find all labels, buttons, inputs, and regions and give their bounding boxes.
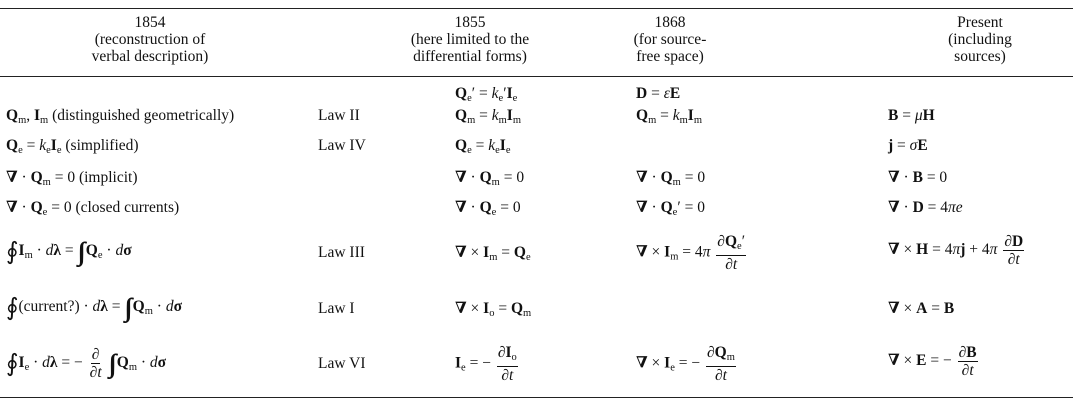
row3-1855: ∇ · $Q_m = 0$ (455, 169, 525, 188)
header-1854: 1854 (reconstruction of verbal description) (91, 14, 209, 65)
row4-present: ∇ · D = 4πe (888, 199, 963, 216)
row7-1868: ∇ × $I_e$ = − $\frac{\partial Q_m}{\partial t}$ (636, 344, 735, 384)
row1-1855: $Q_m = k_mI_m$ (455, 107, 522, 126)
row5-law: Law III (318, 244, 365, 261)
header-1855: 1855 (here limited to the differential forms) (410, 14, 530, 65)
row5-1854: $∮I_m \cdot d\lambda$ = ∫∫ $Q_e \cdot d\sigma$ (6, 237, 132, 266)
row6-law: Law I (318, 300, 355, 317)
row5-present: ∇ × H = 4πj + 4π $\frac{\partial D}{\partial t}$ (888, 233, 1024, 268)
bottom-rule (0, 397, 1073, 398)
row2-law: Law IV (318, 137, 366, 154)
row2-1855: $Q_e = k_eI_e$ (455, 137, 511, 156)
row1-law: Law II (318, 107, 360, 124)
header-present: Present (including sources) (948, 14, 1012, 65)
row7-law: Law VI (318, 355, 366, 372)
row1-1868: $Q_m = k_mI_m$ (636, 107, 703, 126)
top-rule (0, 8, 1073, 9)
row1-1854: $Q_m$, $I_m$ (distinguished geometrically) (6, 107, 235, 126)
row7-1855: $I_e$ = − $\frac{\partial I_o}{\partial t}$ (455, 344, 517, 384)
row5-1855: ∇ × $I_m = Q_e$ (455, 244, 531, 263)
row4-1855: ∇ · $Q_e = 0$ (455, 199, 521, 218)
header-rule (0, 76, 1073, 77)
row0-1868: D = εE (636, 85, 681, 102)
row7-present: ∇ × E = − $\frac{\partial B}{\partial t}$ (888, 344, 977, 379)
row0-1855: $Q_e' = k_e'I_e$ (455, 85, 518, 104)
row4-1854: ∇ · $Q_e = 0$ (closed currents) (6, 199, 180, 218)
row3-1868: ∇ · $Q_m = 0$ (636, 169, 706, 188)
row2-present: j = σE (888, 137, 928, 154)
row3-present: ∇ · B = 0 (888, 169, 948, 186)
header-1868: 1868 (for source- free space) (633, 14, 707, 65)
row4-1868: ∇ · $Q_e' = 0$ (636, 199, 705, 218)
row3-1854: ∇ · $Q_m = 0$ (implicit) (6, 169, 138, 188)
row2-1854: $Q_e = k_eI_e$ (simplified) (6, 137, 139, 156)
row7-1854: $∮I_e \cdot d\lambda$ = − $\frac{\partial}{\partial t}$ ∫∫ $Q_m \cdot d\sigma$ (6, 346, 167, 381)
row5-1868: ∇ × $I_m = 4\pi$ $\frac{\partial Q_e'}{\partial t}$ (636, 233, 746, 273)
row6-1855: ∇ × $I_o = Q_m$ (455, 300, 532, 319)
row6-1854: ∮(current?) · dλ = ∫∫ $Q_m \cdot d\sigma$ (6, 293, 182, 322)
row6-present: ∇ × A = B (888, 300, 955, 317)
row1-present: B = μH (888, 107, 935, 124)
